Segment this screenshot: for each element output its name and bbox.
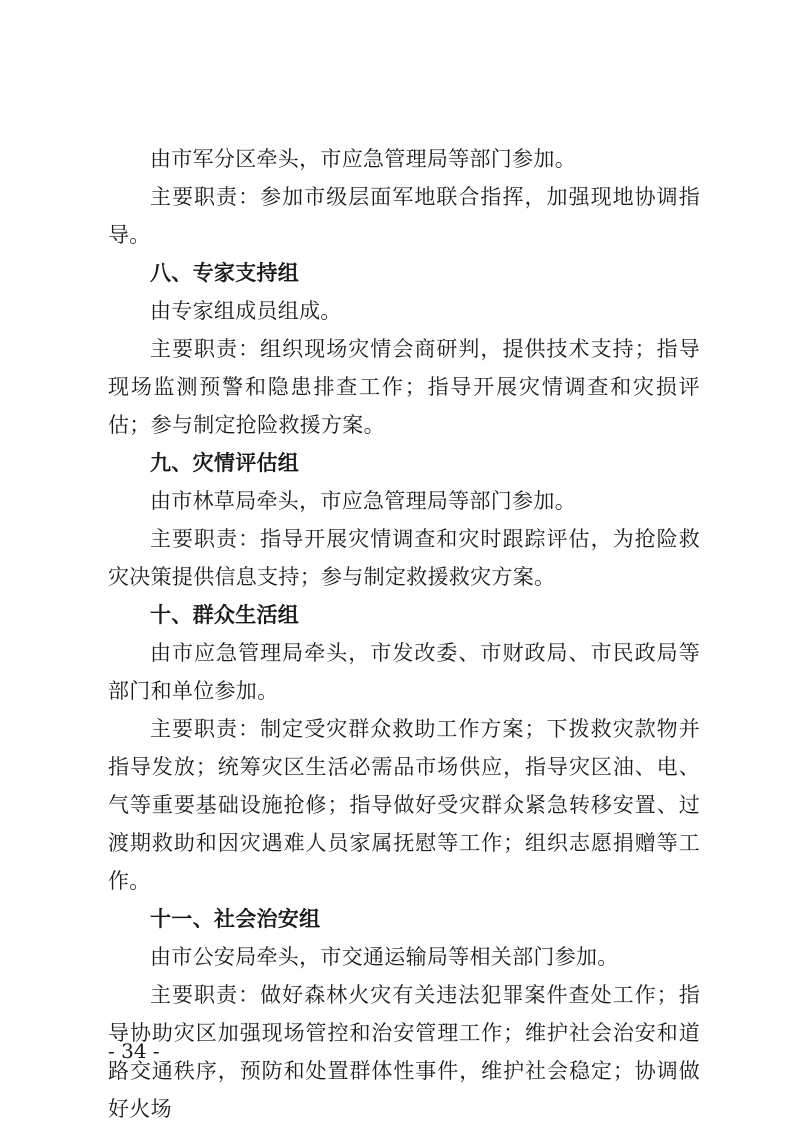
page-number: - 34 - <box>108 1039 160 1063</box>
paragraph: 由市军分区牵头，市应急管理局等部门参加。 <box>150 147 576 171</box>
paragraph: 由市应急管理局牵头，市发改委、市财政局、市民政局等部门和单位参加。 <box>108 641 700 703</box>
paragraph: 主要职责：制定受灾群众救助工作方案；下拨救灾款物并指导发放；统筹灾区生活必需品市场供应，指导灾区油、电、气等重要基础设施抢修；指导做好受灾群众紧急转移安置、过渡期救助和因灾遇难人员家属抚慰等工作；组织志愿捐赠等工作。 <box>108 717 700 893</box>
paragraph: 主要职责：参加市级层面军地联合指挥，加强现地协调指导。 <box>108 185 700 247</box>
section-heading: 十一、社会治安组 <box>150 907 321 931</box>
section-heading: 十、群众生活组 <box>150 603 300 627</box>
paragraph: 主要职责：组织现场灾情会商研判，提供技术支持；指导现场监测预警和隐患排查工作；指导开展灾情调查和灾损评估；参与制定抢险救援方案。 <box>108 337 700 437</box>
paragraph: 由专家组成员组成。 <box>150 299 342 323</box>
paragraph: 由市公安局牵头，市交通运输局等相关部门参加。 <box>150 945 619 969</box>
section-heading: 九、灾情评估组 <box>150 451 300 475</box>
paragraph: 主要职责：指导开展灾情调查和灾时跟踪评估，为抢险救灾决策提供信息支持；参与制定救援救灾方案。 <box>108 527 700 589</box>
paragraph: 由市林草局牵头，市应急管理局等部门参加。 <box>150 489 576 513</box>
paragraph: 主要职责：做好森林火灾有关违法犯罪案件查处工作；指导协助灾区加强现场管控和治安管理工作；维护社会治安和道路交通秩序，预防和处置群体性事件，维护社会稳定；协调做好火场 <box>108 983 700 1121</box>
section-heading: 八、专家支持组 <box>150 261 300 285</box>
body-text <box>108 140 700 1128</box>
